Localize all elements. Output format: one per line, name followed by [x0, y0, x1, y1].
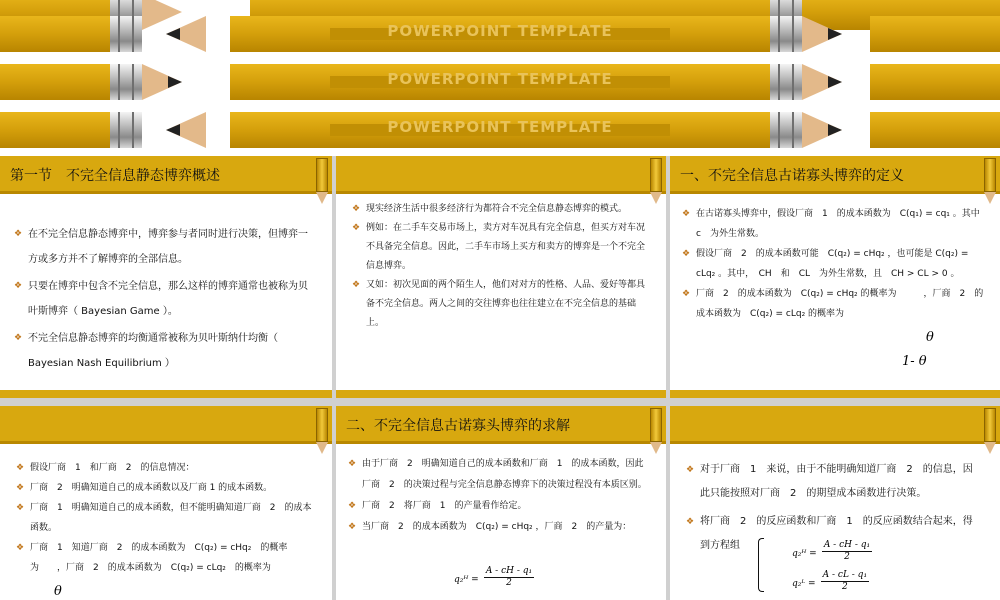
bullet-item: ❖ 厂商 2 的成本函数为 C(q₂) = cHq₂ 的概率为 ，厂商 2 的成本函数为 C(q₂) = cLq₂ 的概率为: [682, 284, 988, 324]
slide-body: [348, 454, 652, 538]
diamond-bullet-icon: ❖: [682, 249, 691, 259]
bullet-item: ❖ 现实经济生活中很多经济行为都符合不完全信息静态博弈的模式。: [352, 200, 652, 219]
slide-title-bar: [670, 156, 1000, 194]
slide-title-bar: [0, 406, 332, 444]
diamond-bullet-icon: ❖: [682, 289, 691, 299]
diamond-bullet-icon: ❖: [682, 209, 691, 219]
diamond-bullet-icon: ❖: [352, 280, 361, 290]
slide-title: 二、不完全信息古诺寡头博弈的求解: [346, 418, 570, 434]
pencil-graphic: [0, 16, 1000, 52]
theta-symbol: θ: [926, 330, 934, 345]
slide-title-bar: [336, 406, 666, 444]
diamond-bullet-icon: ❖: [348, 459, 357, 469]
diamond-bullet-icon: ❖: [348, 522, 357, 532]
diamond-bullet-icon: ❖: [352, 223, 361, 233]
template-label: POWERPOINT TEMPLATE: [387, 118, 613, 136]
slide-title-bar: [336, 156, 666, 194]
reaction-equation-high: q₂ᴴ = $\frac{\text{A - cH - q₁}}{2}$: [792, 540, 871, 562]
slide-title: 第一节 不完全信息静态博弈概述: [10, 168, 220, 184]
template-label: POWERPOINT TEMPLATE: [387, 70, 613, 88]
equation-system-brace: [758, 538, 764, 592]
bullet-item: ❖ 例如：在二手车交易市场上，卖方对车况具有完全信息，但买方对车况不具备完全信息。因此，二手车市场上买方和卖方的博弈是一个不完全信息博弈。: [352, 219, 652, 276]
one-minus-theta-symbol: 1- θ: [902, 354, 927, 369]
bullet-item: ❖ 假设厂商 2 的成本函数可能 C(q₂) = cHq₂ ，也可能是 C(q₂) = cLq₂ 。其中， CH 和 CL 为外生常数，且 CH > CL > 0 。: [682, 244, 988, 284]
slide-thumbnail-1[interactable]: [0, 156, 332, 398]
bullet-item: ❖ 假设厂商 1 和厂商 2 的信息情况：: [16, 458, 316, 478]
pencil-icon: [316, 158, 328, 204]
pencil-icon: [650, 408, 662, 454]
reaction-equation: q₂ᴴ = $\frac{\text{A - cH - q₁}}{2}$: [454, 566, 533, 588]
slide-thumbnail-5[interactable]: [336, 406, 666, 600]
slide-thumbnail-4[interactable]: [0, 406, 332, 600]
slide-thumbnail-3[interactable]: [670, 156, 1000, 398]
bullet-item: ❖ 由于厂商 2 明确知道自己的成本函数和厂商 1 的成本函数，因此厂商 2 的决策过程与完全信息静态博弈下的决策过程没有本质区别。: [348, 454, 652, 496]
diamond-bullet-icon: ❖: [686, 465, 695, 475]
slide-thumbnail-2[interactable]: [336, 156, 666, 398]
bullet-item: ❖ 在古诺寡头博弈中，假设厂商 1 的成本函数为 C(q₁) = cq₁ 。其中 c 为外生常数。: [682, 204, 988, 244]
slide-body: [14, 222, 314, 376]
bullet-item: ❖ 厂商 1 明确知道自己的成本函数，但不能明确知道厂商 2 的成本函数。: [16, 498, 316, 538]
diamond-bullet-icon: ❖: [14, 333, 23, 343]
bullet-item: ❖ 对于厂商 1 来说，由于不能明确知道厂商 2 的信息，因此只能按照对厂商 2 的期望成本函数进行决策。: [686, 458, 978, 506]
pencil-graphic: [0, 112, 1000, 148]
diamond-bullet-icon: ❖: [16, 483, 25, 493]
bullet-item: ❖ 又如：初次见面的两个陌生人，他们对对方的性格、人品、爱好等都具备不完全信息。两人之间的交往博弈也往往建立在不完全信息的基础上。: [352, 276, 652, 333]
pencil-icon: [316, 408, 328, 454]
theta-symbol: θ: [54, 584, 62, 599]
pencil-icon: [650, 158, 662, 204]
diamond-bullet-icon: ❖: [686, 517, 695, 527]
bullet-item: ❖ 将厂商 2 的反应函数和厂商 1 的反应函数结合起来，得到方程组: [686, 510, 978, 558]
bullet-item: ❖ 当厂商 2 的成本函数为 C(q₂) = cHq₂ ，厂商 2 的产量为：: [348, 517, 652, 538]
slide-body: [682, 204, 988, 324]
bullet-item: ❖ 在不完全信息静态博弈中，博弈参与者同时进行决策，但博弈一方或多方并不了解博弈的全部信息。: [14, 222, 314, 272]
diamond-bullet-icon: ❖: [352, 204, 361, 214]
slide-body: [16, 458, 316, 578]
bullet-item: ❖ 厂商 2 将厂商 1 的产量看作给定。: [348, 496, 652, 517]
slide-title: 一、不完全信息古诺寡头博弈的定义: [680, 168, 904, 184]
pencil-graphic: [0, 64, 1000, 100]
bullet-item: ❖ 厂商 2 明确知道自己的成本函数以及厂商 1 的成本函数。: [16, 478, 316, 498]
bullet-item: ❖ 厂商 1 知道厂商 2 的成本函数为 C(q₂) = cHq₂ 的概率为 ，厂商 2 的成本函数为 C(q₂) = cLq₂ 的概率为: [16, 538, 316, 578]
diamond-bullet-icon: ❖: [14, 281, 23, 291]
slide-thumbnail-6[interactable]: [670, 406, 1000, 600]
reaction-equation-low: q₂ᴸ = $\frac{\text{A - cL - q₁}}{2}$: [792, 570, 868, 592]
pencil-icon: [984, 408, 996, 454]
bullet-item: ❖ 只要在博弈中包含不完全信息，那么这样的博弈通常也被称为贝叶斯博弈（ Bayesian Game ）。: [14, 274, 314, 324]
diamond-bullet-icon: ❖: [16, 543, 25, 553]
diamond-bullet-icon: ❖: [348, 501, 357, 511]
diamond-bullet-icon: ❖: [14, 229, 23, 239]
bullet-item: ❖ 不完全信息静态博弈的均衡通常被称为贝叶斯纳什均衡（ Bayesian Nash Equilibrium ）: [14, 326, 314, 376]
slide-body: [352, 200, 652, 333]
diamond-bullet-icon: ❖: [16, 503, 25, 513]
template-label: POWERPOINT TEMPLATE: [387, 22, 613, 40]
slide-title-bar: [0, 156, 332, 194]
template-banner: [0, 0, 1000, 156]
slide-title-bar: [670, 406, 1000, 444]
pencil-icon: [984, 158, 996, 204]
diamond-bullet-icon: ❖: [16, 463, 25, 473]
